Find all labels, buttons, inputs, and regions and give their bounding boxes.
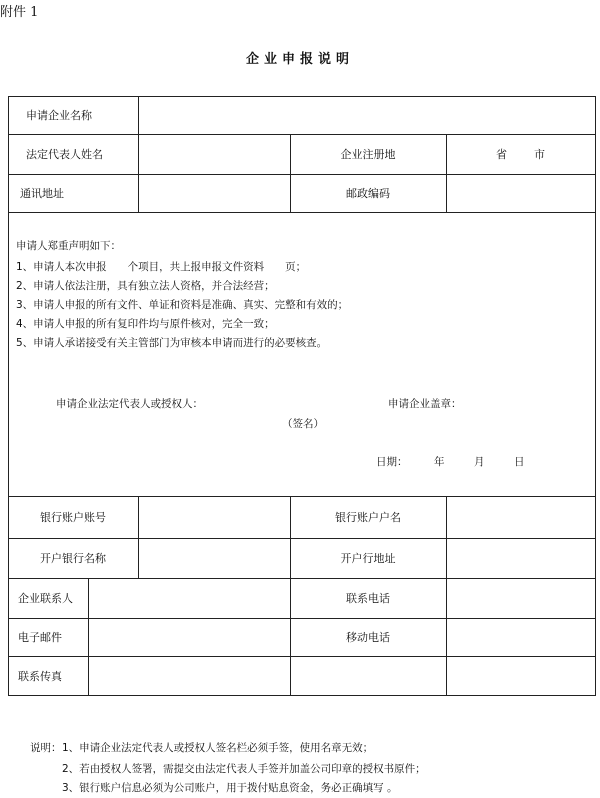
reg-place-label: 企业注册地	[340, 148, 396, 161]
address-field[interactable]	[139, 175, 289, 212]
contact-person-label: 企业联系人	[18, 592, 73, 605]
page-title: 企业申报说明	[245, 52, 354, 67]
date-label: 日期：	[376, 456, 408, 468]
bank-name-field[interactable]	[139, 539, 289, 578]
company-name-label: 申请企业名称	[26, 109, 92, 122]
legal-rep-label: 法定代表人姓名	[26, 148, 103, 161]
row-divider	[8, 212, 596, 213]
address-label: 通讯地址	[20, 187, 64, 200]
bank-account-name-field[interactable]	[447, 497, 595, 538]
fax-label: 联系传真	[18, 670, 62, 683]
bank-address-label: 开户行地址	[340, 552, 396, 565]
declaration-intro: 申请人郑重声明如下：	[16, 240, 121, 252]
declaration-item: 5、申请人承诺接受有关主管部门为审核本申请而进行的必要核查。	[16, 337, 328, 349]
blank-cell	[291, 657, 445, 696]
notes-prefix: 说明：	[30, 742, 62, 754]
postcode-field[interactable]	[447, 175, 595, 212]
signer-label: 申请企业法定代表人或授权人：	[56, 398, 203, 410]
company-name-field[interactable]	[139, 97, 595, 134]
signature-hint: （签名）	[282, 418, 324, 430]
bank-account-no-field[interactable]	[139, 497, 289, 538]
fax-field[interactable]	[89, 657, 289, 696]
note-item: 1、申请企业法定代表人或授权人签名栏必须手签，使用名章无效；	[62, 742, 374, 754]
declaration-item: 3、申请人申报的所有文件、单证和资料是准确、真实、完整和有效的；	[16, 299, 349, 311]
declaration-item: 4、申请人申报的所有复印件均与原件核对，完全一致；	[16, 318, 275, 330]
province-label: 省	[496, 148, 507, 161]
bank-account-no-label: 银行账户账号	[40, 511, 106, 524]
date-month: 月	[474, 456, 485, 468]
contact-person-field[interactable]	[89, 579, 289, 618]
attachment-label: 附件 1	[0, 5, 39, 20]
mobile-label: 移动电话	[346, 631, 390, 644]
declaration-item: 2、申请人依法注册，具有独立法人资格，并合法经营；	[16, 280, 275, 292]
legal-rep-field[interactable]	[139, 135, 289, 174]
date-year: 年	[434, 456, 445, 468]
note-item: 3、银行账户信息必须为公司账户，用于拨付贴息资金，务必正确填写 。	[62, 782, 398, 794]
blank-cell	[447, 657, 595, 696]
seal-label: 申请企业盖章：	[388, 398, 462, 410]
date-day: 日	[514, 456, 525, 468]
bank-address-field[interactable]	[447, 539, 595, 578]
phone-field[interactable]	[447, 579, 595, 618]
mobile-field[interactable]	[447, 619, 595, 656]
postcode-label: 邮政编码	[346, 187, 390, 200]
bank-account-name-label: 银行账户户名	[335, 511, 401, 524]
city-label: 市	[534, 148, 545, 161]
note-item: 2、若由授权人签署，需提交由法定代表人手签并加盖公司印章的授权书原件；	[62, 763, 426, 775]
phone-label: 联系电话	[346, 592, 390, 605]
declaration-item: 1、申请人本次申报 个项目，共上报申报文件资料 页；	[16, 261, 307, 273]
bank-name-label: 开户银行名称	[40, 552, 106, 565]
email-field[interactable]	[89, 619, 289, 656]
email-label: 电子邮件	[18, 631, 62, 644]
